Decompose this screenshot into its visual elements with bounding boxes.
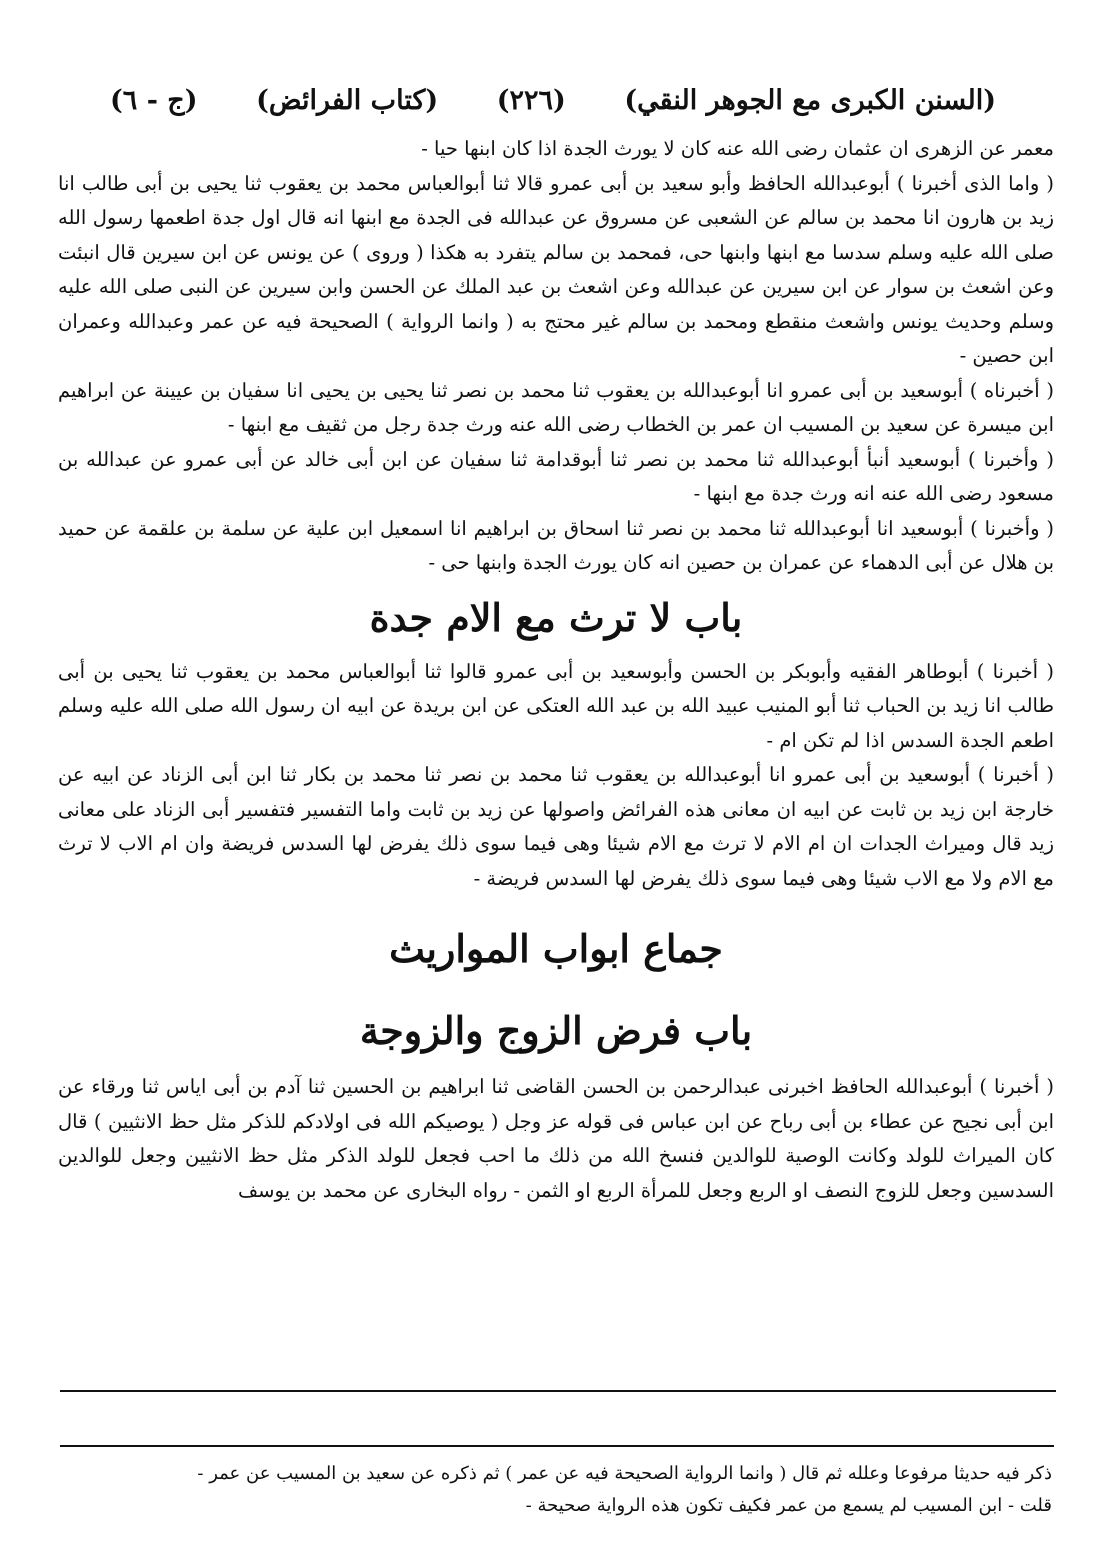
paragraph: ( واما الذى أخبرنا ) أبوعبدالله الحافظ وأبو سعيد بن أبى عمرو قالا ثنا أبوالعباس محمد بن يعقوب ثنا يحيى بن أبى طالب انا زيد بن هارون انا محمد بن سالم عن الشعبى عن مسروق عن عبدالله فى الجدة مع ابنها انه قال اول جدة اطعمها رسول الله صلى الله عليه وسلم سدسا مع ابنها وابنها حى، فمحمد بن سالم يتفرد به هكذا ( وروى ) عن يونس عن ابن سيرين قال انبئت وعن اشعث بن سوار عن ابن سيرين عن عبدالله وعن اشعث بن عبد الملك عن الحسن وابن سيرين عن النبى صلى الله عليه وسلم وحديث يونس واشعث منقطع ومحمد بن سالم غير محتج به ( وانما الرواية ) الصحيحة فيه عن عمر وعبدالله وعمران ابن حصين - xyxy=(58,171,1054,367)
paragraph: ( أخبرنا ) أبوسعيد بن أبى عمرو انا أبوعبدالله بن يعقوب ثنا محمد بن نصر ثنا محمد بن بكار ثنا ابن أبى الزناد عن ابيه عن خارجة ابن زيد بن ثابت عن ابيه ان معانى هذه الفرائض واصولها عن زيد بن ثابت واما التفسير فتفسير أبى الزناد على معانى زيد قال وميراث الجدات ان ام الام لا ترث مع الام شيئا وهى فيما سوى ذلك يفرض لها السدس فريضة وان ام الاب لا ترث مع الام ولا مع الاب شيئا وهى فيما سوى ذلك يفرض لها السدس فريضة - xyxy=(58,763,1054,890)
footnote-divider xyxy=(60,1445,1054,1447)
footnote-line: قلت - ابن المسيب لم يسمع من عمر فكيف تكون هذه الرواية صحيحة - xyxy=(525,1495,1052,1516)
page-number: (٢٢٦) xyxy=(496,84,566,116)
text-divider xyxy=(60,1390,1056,1392)
footnote-line: ذكر فيه حديثا مرفوعا وعلله ثم قال ( وانما الرواية الصحيحة فيه عن عمر ) ثم ذكره عن سعيد بن المسيب عن عمر - xyxy=(197,1463,1052,1484)
section-heading: باب لا ترث مع الام جدة xyxy=(369,594,743,640)
volume-number: (ج - ٦) xyxy=(110,84,198,116)
paragraph: ( أخبرنا ) أبوطاهر الفقيه وأبوبكر بن الحسن وأبوسعيد بن أبى عمرو قالوا ثنا أبوالعباس محمد بن يعقوب ثنا يحيى بن أبى طالب انا زيد بن الحباب ثنا أبو المنيب عبيد الله بن عبد الله العتكى عن ابن بريدة عن ابيه ان رسول الله صلى الله عليه وسلم اطعم الجدة السدس اذا لم تكن ام - xyxy=(58,659,1054,752)
footnote xyxy=(80,1458,1052,1522)
paragraph: ( أخبرنا ) أبوعبدالله الحافظ اخبرنى عبدالرحمن بن الحسن القاضى ثنا ابراهيم بن الحسين ثنا آدم بن أبى اياس ثنا ورقاء عن ابن أبى نجيح عن عطاء بن أبى رباح عن ابن عباس فى قوله عز وجل ( يوصيكم الله فى اولادكم للذكر مثل حظ الانثيين ) قال كان الميراث للولد وكانت الوصية للوالدين فنسخ الله من ذلك ما احب فجعل للولد الذكر مثل حظ الانثيين وجعل للوالدين السدسين وجعل للزوج النصف او الربع وجعل للمرأة الربع او الثمن - رواه البخارى عن محمد بن يوسف xyxy=(58,1075,1054,1202)
section-heading: باب فرض الزوج والزوجة xyxy=(359,1008,753,1053)
paragraph: ( وأخبرنا ) أبوسعيد أنبأ أبوعبدالله ثنا محمد بن نصر ثنا أبوقدامة ثنا سفيان عن ابن أبى خالد عن أبى عمرو عن عبدالله بن مسعود رضى الله عنه انه ورث جدة مع ابنها - xyxy=(58,447,1054,505)
paragraph: ( وأخبرنا ) أبوسعيد انا أبوعبدالله ثنا محمد بن نصر ثنا اسحاق بن ابراهيم انا اسمعيل ابن علية عن سلمة بن علقمة عن حميد بن هلال عن أبى الدهماء عن عمران بن حصين انه كان يورث الجدة وابنها حى - xyxy=(58,516,1054,574)
main-text xyxy=(58,132,1054,1208)
paragraph: ( أخبرناه ) أبوسعيد بن أبى عمرو انا أبوعبدالله بن يعقوب ثنا محمد بن نصر ثنا يحيى بن يحيى انا سفيان بن عيينة عن ابراهيم ابن ميسرة عن سعيد بن المسيب ان عمر بن الخطاب رضى الله عنه ورث جدة رجل من ثقيف مع ابنها - xyxy=(58,378,1054,436)
section-heading: جماع ابواب المواريث xyxy=(389,926,723,971)
book-title: (السنن الكبرى مع الجوهر النقي) xyxy=(624,84,996,116)
chapter-title: (كتاب الفرائض) xyxy=(256,84,439,116)
page-header xyxy=(110,80,996,120)
paragraph: معمر عن الزهرى ان عثمان رضى الله عنه كان لا يورث الجدة اذا كان ابنها حيا - xyxy=(421,137,1054,160)
